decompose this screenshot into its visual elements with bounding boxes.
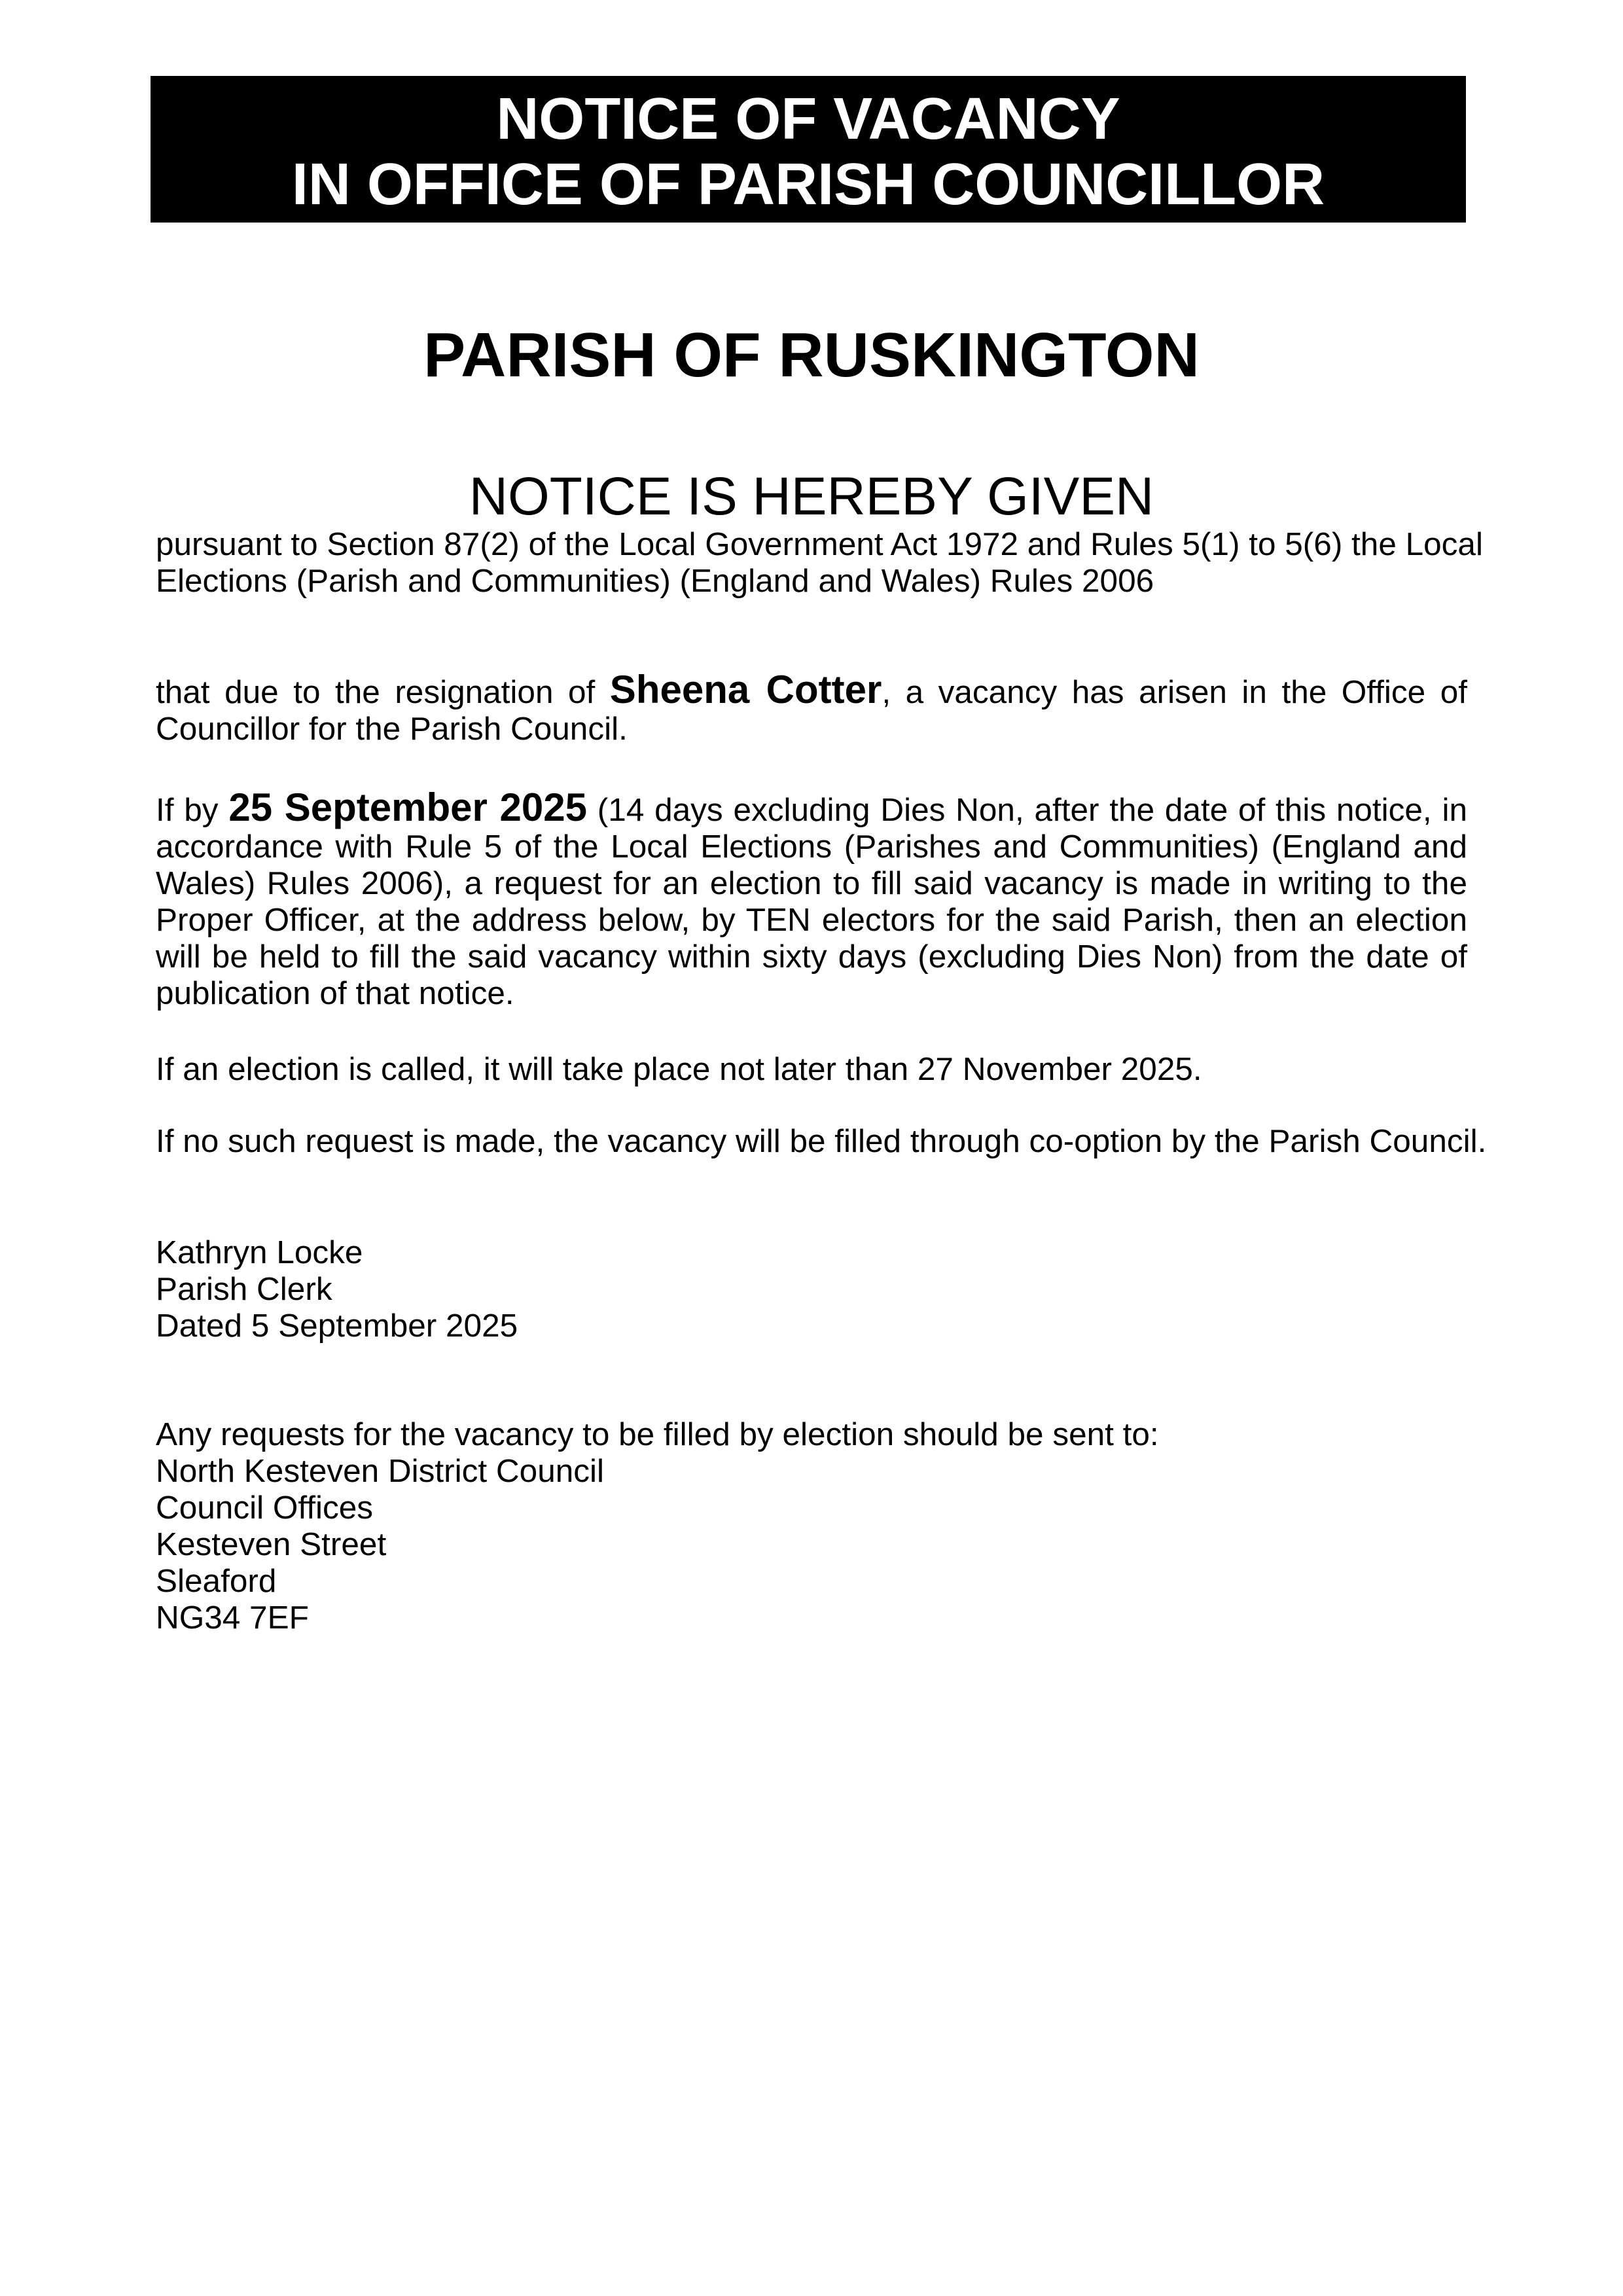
address-line: Council Offices <box>156 1490 373 1526</box>
address-line: NG34 7EF <box>156 1600 309 1636</box>
cooption-paragraph: If no such request is made, the vacancy will be filled through co-option by the Parish Council. <box>156 1123 1487 1159</box>
address-line: Kesteven Street <box>156 1526 387 1562</box>
election-request-paragraph <box>156 785 1467 1012</box>
signature-block <box>156 1234 1467 1344</box>
address-line: Sleaford <box>156 1563 277 1599</box>
clerk-name: Kathryn Locke <box>156 1234 363 1270</box>
request-text-before: If by <box>156 792 229 828</box>
banner-line-1: NOTICE OF VACANCY <box>496 86 1120 152</box>
title-banner <box>151 76 1466 223</box>
banner-line-2: IN OFFICE OF PARISH COUNCILLOR <box>291 152 1325 217</box>
resignation-text-before: that due to the resignation of <box>156 674 610 710</box>
address-line: North Kesteven District Council <box>156 1453 604 1489</box>
request-text-after: (14 days excluding Dies Non, after the date of this notice, in accordance with Rule 5 of the Local Elections (Parishes and Communities) (England and Wales) Rules 2006), a request for an election to fill said vacancy is made in writing to the Proper Officer, at the address below, by TEN electors for the said Parish, then an election will be held to fill the said vacancy within sixty days (excluding Dies Non) from the date of publication of that notice. <box>156 792 1467 1011</box>
pursuant-line-1: pursuant to Section 87(2) of the Local Government Act 1972 and Rules 5(1) to 5(6) the Local <box>156 526 1483 562</box>
clerk-role: Parish Clerk <box>156 1271 332 1307</box>
pursuant-line-2: Elections (Parish and Communities) (England and Wales) Rules 2006 <box>156 563 1154 599</box>
parish-title: PARISH OF RUSKINGTON <box>423 320 1200 390</box>
notice-date: Dated 5 September 2025 <box>156 1308 518 1344</box>
address-block <box>156 1416 1467 1636</box>
resignation-paragraph <box>156 668 1467 747</box>
request-deadline: 25 September 2025 <box>228 785 588 829</box>
pursuant-paragraph <box>156 526 1483 600</box>
election-date-paragraph: If an election is called, it will take place not later than 27 November 2025. <box>156 1051 1202 1087</box>
notice-heading: NOTICE IS HEREBY GIVEN <box>469 467 1154 526</box>
resigned-councillor-name: Sheena Cotter <box>609 668 882 711</box>
resignation-text-after: , a vacancy has arisen in the Office of Councillor for the Parish Council. <box>156 674 1467 747</box>
address-intro: Any requests for the vacancy to be filled by election should be sent to: <box>156 1416 1159 1452</box>
